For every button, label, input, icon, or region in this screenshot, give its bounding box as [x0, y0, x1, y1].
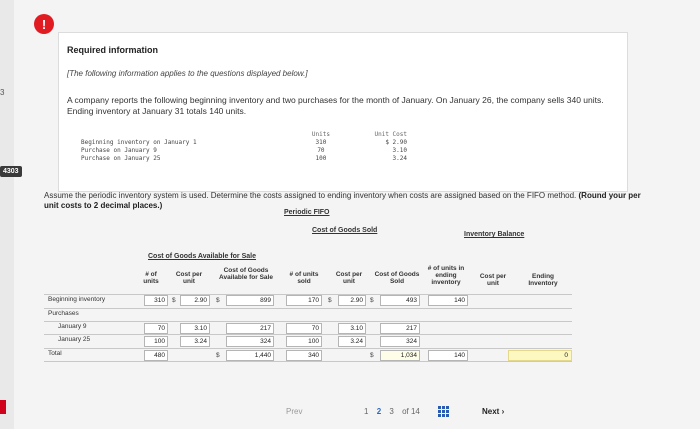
grid-view-icon[interactable] [438, 406, 449, 417]
dollar-sign: $ [370, 352, 374, 359]
group-available-label: Cost of Goods Available for Sale [148, 253, 257, 260]
row-label-jan9: January 9 [58, 323, 87, 330]
jan9-cost-input[interactable]: 3.10 [180, 323, 210, 334]
red-marker [0, 400, 6, 414]
chevron-right-icon: › [501, 407, 505, 416]
col-cost-per-unit: Cost per unit [175, 271, 203, 285]
required-title: Required information [67, 45, 159, 55]
sheet-title: Periodic FIFO [284, 209, 330, 216]
side-timer-badge: 4303 [0, 166, 22, 177]
total-ending-units-value: 140 [428, 350, 468, 361]
row-divider [44, 361, 572, 362]
next-button[interactable] [482, 407, 504, 416]
left-strip [0, 0, 14, 429]
inventory-row [79, 155, 409, 163]
col-cost-available: Cost of Goods Available for Sale [219, 267, 273, 281]
jan25-cost-sold-input[interactable]: 3.24 [338, 336, 366, 347]
next-label: Next [482, 407, 500, 416]
total-ending-inventory-value: 0 [508, 350, 572, 361]
dollar-sign: $ [216, 297, 220, 304]
dollar-sign: $ [370, 297, 374, 304]
dollar-sign: $ [216, 352, 220, 359]
inventory-header-row [79, 131, 409, 139]
row-label-beginning: Beginning inventory [48, 296, 106, 303]
alert-icon: ! [34, 14, 54, 34]
beg-cogs-value: 493 [380, 295, 420, 306]
inventory-row-label: Purchase on January 9 [81, 147, 157, 154]
prev-button[interactable]: Prev [286, 407, 303, 416]
total-cogs-value: 1,034 [380, 350, 420, 361]
col-units: # of units [143, 271, 159, 285]
pagination [286, 405, 546, 421]
page-list [364, 407, 426, 416]
col-ending-inventory: Ending Inventory [528, 273, 558, 287]
side-question-number: 3 [0, 88, 5, 97]
required-info-box [58, 32, 628, 192]
row-label-jan25: January 25 [58, 336, 91, 343]
row-label-total: Total [48, 350, 62, 357]
inventory-row-cost: $ 2.90 [385, 139, 407, 146]
row-divider [44, 308, 572, 309]
jan25-available-value: 324 [226, 336, 274, 347]
col-units-ending: # of units in ending inventory [427, 265, 465, 286]
required-body: A company reports the following beginning inventory and two purchases for the month of January. On January 26, the company sells 340 units. Ending inventory at January 31 totals 140 units. [67, 95, 604, 116]
beg-cost-input[interactable]: 2.90 [180, 295, 210, 306]
inventory-row-units: 70 [317, 147, 325, 154]
question-main: Assume the periodic inventory system is used. Determine the costs assigned to ending inventory when costs are assigned based on the FIFO method. [44, 191, 577, 200]
inventory-cost-header: Unit Cost [374, 131, 407, 138]
fifo-worksheet [44, 203, 574, 423]
jan9-available-value: 217 [226, 323, 274, 334]
question-rounding-note: (Round your per unit costs to 2 decimal places.) [44, 191, 641, 210]
group-sold-label: Cost of Goods Sold [312, 227, 378, 234]
col-cost-per-unit-ending: Cost per unit [479, 273, 507, 287]
beg-cost-sold-input[interactable]: 2.90 [338, 295, 366, 306]
jan9-cogs-value: 217 [380, 323, 420, 334]
inventory-row-cost: 3.24 [392, 155, 407, 162]
inventory-row-cost: 3.10 [392, 147, 407, 154]
beg-available-value: 899 [226, 295, 274, 306]
beg-units-input[interactable]: 310 [144, 295, 168, 306]
required-subtitle: [The following information applies to the questions displayed below.] [67, 69, 308, 78]
col-cost-per-unit-sold: Cost per unit [335, 271, 363, 285]
page-1-link[interactable]: 1 [364, 407, 369, 416]
page-2-link[interactable]: 2 [376, 407, 382, 416]
beg-ending-units-input[interactable]: 140 [428, 295, 468, 306]
total-sold-value: 340 [286, 350, 322, 361]
inventory-row-label: Beginning inventory on January 1 [81, 139, 197, 146]
jan25-cost-input[interactable]: 3.24 [180, 336, 210, 347]
jan9-sold-input[interactable]: 70 [286, 323, 322, 334]
jan25-units-input[interactable]: 100 [144, 336, 168, 347]
inventory-table [79, 131, 409, 163]
jan25-cogs-value: 324 [380, 336, 420, 347]
col-cogs: Cost of Goods Sold [374, 271, 420, 285]
jan25-sold-input[interactable]: 100 [286, 336, 322, 347]
inventory-units-header: Units [311, 131, 330, 138]
jan9-cost-sold-input[interactable]: 3.10 [338, 323, 366, 334]
jan9-units-input[interactable]: 70 [144, 323, 168, 334]
total-available-value: 1,440 [226, 350, 274, 361]
page-count: of 14 [402, 407, 420, 416]
inventory-row [79, 139, 409, 147]
page-3-link[interactable]: 3 [389, 407, 394, 416]
total-units-value: 480 [144, 350, 168, 361]
row-divider [44, 321, 572, 322]
inventory-row-units: 310 [315, 139, 327, 146]
inventory-row-label: Purchase on January 25 [81, 155, 161, 162]
inventory-row-units: 100 [315, 155, 327, 162]
beg-sold-input[interactable]: 170 [286, 295, 322, 306]
row-divider [44, 348, 572, 349]
inventory-row [79, 147, 409, 155]
group-inventory-label: Inventory Balance [464, 231, 525, 238]
row-label-purchases: Purchases [48, 310, 79, 317]
dollar-sign: $ [328, 297, 332, 304]
col-units-sold: # of units sold [289, 271, 319, 285]
dollar-sign: $ [172, 297, 176, 304]
row-divider [44, 334, 572, 335]
